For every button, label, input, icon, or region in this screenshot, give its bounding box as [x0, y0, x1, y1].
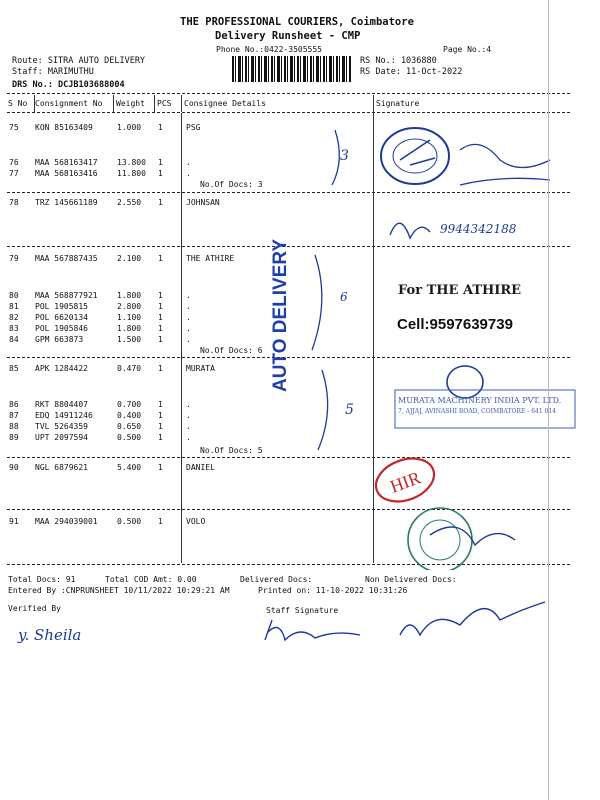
verified-by-label: Verified By	[8, 604, 61, 613]
total-cod: Total COD Amt: 0.00	[105, 575, 197, 584]
barcode	[232, 56, 352, 82]
docs-count-group4: No.Of Docs: 5	[200, 446, 263, 455]
entered-by: Entered By :CNPRUNSHEET 10/11/2022 10:29:21 AM	[8, 586, 230, 595]
verified-by-signature: y. Sheila	[18, 626, 82, 644]
route: Route: SITRA AUTO DELIVERY	[12, 56, 146, 66]
docs-count-group1: No.Of Docs: 3	[200, 180, 263, 189]
staff-signature-label: Staff Signature	[266, 606, 339, 615]
col-signature: Signature	[376, 99, 420, 108]
delivered-docs: Delivered Docs:	[240, 575, 313, 584]
col-sno: S No	[8, 99, 28, 108]
rs-number: RS No.: 1036880	[360, 56, 437, 66]
col-pcs: PCS	[157, 99, 172, 108]
hir-stamp: HIR	[387, 467, 424, 497]
drs-number: DRS No.: DCJB103688004	[12, 80, 125, 90]
col-weight: Weight	[116, 99, 145, 108]
murata-stamp-address: 7, AJJAJ, AVINASHI ROAD, COIMBATORE - 641 014	[398, 408, 557, 415]
staff-signatures	[260, 590, 560, 650]
non-delivered-docs: Non Delivered Docs:	[365, 575, 457, 584]
athire-for-stamp: For THE ATHIRE	[398, 283, 522, 298]
total-docs: Total Docs: 91	[8, 575, 76, 584]
handmark-3: 3	[340, 148, 349, 164]
docs-count-group3: No.Of Docs: 6	[200, 346, 263, 355]
auto-delivery-stamp: AUTO DELIVERY	[270, 238, 291, 392]
col-consignee: Consignee Details	[184, 99, 266, 108]
handmark-6: 6	[340, 290, 348, 304]
athire-cell-stamp: Cell:9597639739	[397, 316, 513, 333]
printed-on: Printed on: 11-10-2022 10:31:26	[258, 586, 408, 595]
runsheet-title: Delivery Runsheet - CMP	[215, 30, 361, 42]
company-title: THE PROFESSIONAL COURIERS, Coimbatore	[180, 16, 414, 28]
page-number: Page No.:4	[443, 45, 492, 54]
phone-number: Phone No.:0422-3505555	[216, 45, 322, 54]
col-consignment: Consignment No	[35, 99, 103, 108]
staff-name: Staff: MARIMUTHU	[12, 67, 94, 77]
rule-header	[7, 112, 570, 113]
murata-stamp-name: MURATA MACHINERY INDIA PVT. LTD.	[398, 396, 562, 405]
johnsan-phone: 9944342188	[440, 222, 517, 236]
rule-top	[7, 93, 570, 94]
handmark-5: 5	[345, 402, 354, 418]
handwriting-layer	[300, 120, 580, 570]
rs-date: RS Date: 11-Oct-2022	[360, 67, 463, 77]
